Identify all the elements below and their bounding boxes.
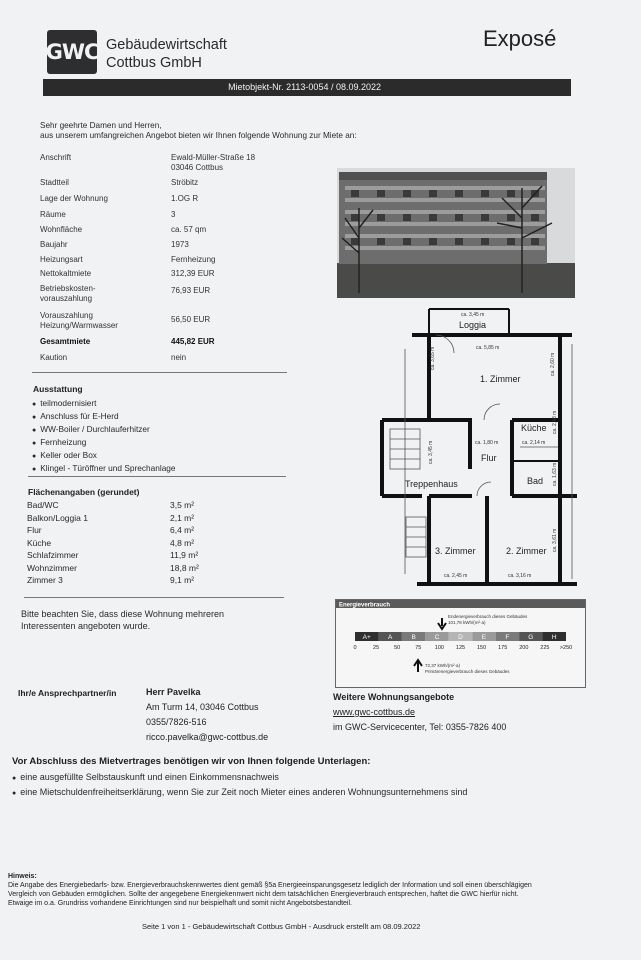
dim-label: ca. 1,63 m <box>552 462 558 486</box>
room-flur: Flur <box>481 453 497 463</box>
fact-label: Anschrift <box>40 153 72 162</box>
divider <box>32 372 287 373</box>
hint-label: Hinweis: <box>8 873 37 880</box>
contact-email[interactable]: ricco.pavelka@gwc-cottbus.de <box>146 732 269 742</box>
energy-class-label: A+ <box>362 634 371 641</box>
fact-label: Kaution <box>40 353 68 362</box>
energy-scale <box>336 600 585 687</box>
dim-label: ca. 2,48 m <box>552 410 558 434</box>
room-loggia: Loggia <box>459 320 487 330</box>
dim-label: ca. 3,45 m <box>461 312 485 318</box>
energy-scale-tick: 100 <box>434 645 444 651</box>
fact-value-2: 03046 Cottbus <box>171 163 224 172</box>
floor-plan <box>372 304 584 590</box>
area-value: 3,5 m² <box>170 500 195 510</box>
apartment-facts <box>40 153 330 368</box>
dim-label: ca. 5,85 m <box>476 345 500 351</box>
equipment-item: ● Anschluss für E-Herd <box>32 411 176 424</box>
hint-line: Vergleich von Gebäuden ermöglichen. Sollte der angegebene Energiekennwert nicht dem tatsächlichen Energieverbrauch entsprechen, haftet die GWC hierfür nicht. <box>8 891 519 898</box>
energy-scale-tick: 200 <box>519 645 529 651</box>
servicecenter-line: im GWC-Servicecenter, Tel: 0355-7826 400 <box>333 722 507 732</box>
hint-line: Etwaige im o.a. Grundriss vorhandene Einrichtungen sind nur beispielhaft und somit nicht Angebotsbestandteil. <box>8 900 352 907</box>
energy-scale-tick: 25 <box>373 645 380 651</box>
intro-text <box>40 121 357 141</box>
area-label: Balkon/Loggia 1 <box>27 513 88 523</box>
dim-label: ca. 3,65 m <box>430 346 436 370</box>
area-row <box>27 538 227 548</box>
more-offers-title: Weitere Wohnungsangebote <box>333 692 455 702</box>
offer-sentence: aus unserem umfangreichen Angebot bieten wir Ihnen folgende Wohnung zur Miete an: <box>40 131 357 140</box>
contact-name: Herr Pavelka <box>146 687 201 697</box>
dim-label: ca. 3,16 m <box>508 573 532 579</box>
energy-scale-tick: 75 <box>415 645 422 651</box>
area-row <box>27 563 227 573</box>
energy-class-label: G <box>528 634 534 641</box>
equipment-item: ● Klingel - Türöffner und Sprechanlage <box>32 463 176 476</box>
website-link[interactable]: www.gwc-cottbus.de <box>333 707 416 717</box>
object-reference-bar: Mietobjekt-Nr. 2113-0054 / 08.09.2022 <box>43 79 571 96</box>
contact-phone: 0355/7826-516 <box>146 717 207 727</box>
area-row <box>27 525 227 535</box>
energy-scale-tick: 125 <box>455 645 466 651</box>
dim-label: ca. 2,60 m <box>550 352 556 376</box>
area-row <box>27 550 227 560</box>
note-line: Bitte beachten Sie, dass diese Wohnung mehreren <box>21 609 224 619</box>
fact-value: nein <box>171 353 187 362</box>
area-value: 6,4 m² <box>170 525 195 535</box>
more-offers-block <box>333 690 506 735</box>
energy-scale-tick: 0 <box>353 645 357 651</box>
areas-list <box>27 500 247 590</box>
room-treppenhaus: Treppenhaus <box>405 479 458 489</box>
documents-title: Vor Abschluss des Mietvertrages benötigen wir von Ihnen folgende Unterlagen: <box>12 756 371 767</box>
document-item: ● eine ausgefüllte Selbstauskunft und einen Einkommensnachweis <box>12 771 467 786</box>
energy-title: Energieverbrauch <box>339 602 391 609</box>
fact-value: 445,82 EUR <box>171 337 215 346</box>
divider <box>24 597 284 598</box>
interest-note <box>21 608 224 632</box>
fact-value: 312,39 EUR <box>171 269 215 278</box>
equipment-item: ● Fernheizung <box>32 437 176 450</box>
company-line2: Cottbus GmbH <box>106 55 202 71</box>
room-zimmer1: 1. Zimmer <box>480 374 521 384</box>
energy-class-label: A <box>387 634 393 641</box>
fact-value: Fernheizung <box>171 255 216 264</box>
document-title: Exposé <box>483 26 557 51</box>
company-line1: Gebäudewirtschaft <box>106 37 227 53</box>
fact-value: 1973 <box>171 240 189 249</box>
area-label: Küche <box>27 538 52 548</box>
room-kueche: Küche <box>521 423 547 433</box>
hint-line: Die Angabe des Energiebedarfs- bzw. Energieverbrauchskennwertes dient gemäß §5a Energieeinsparungsgesetz lediglich der Information und soll einen überschlägigen <box>8 882 532 889</box>
room-bad: Bad <box>527 476 544 486</box>
contact-address: Am Turm 14, 03046 Cottbus <box>146 702 259 712</box>
building-photo <box>337 168 575 298</box>
documents-list <box>12 771 467 800</box>
fact-label: Stadtteil <box>40 178 69 187</box>
equipment-title: Ausstattung <box>33 384 83 394</box>
fact-label: Baujahr <box>40 240 68 249</box>
energy-scale-tick: 225 <box>540 645 550 651</box>
divider <box>28 476 286 477</box>
fact-label: Lage der Wohnung <box>40 194 108 203</box>
contact-block <box>146 685 268 745</box>
areas-title: Flächenangaben (gerundet) <box>28 487 140 497</box>
fact-label: Vorauszahlung <box>40 311 93 320</box>
area-label: Zimmer 3 <box>27 575 63 585</box>
fact-label: Wohnfläche <box>40 225 83 234</box>
energy-certificate <box>335 599 586 688</box>
dim-label: ca. 2,45 m <box>444 573 468 579</box>
area-label: Schlafzimmer <box>27 550 79 560</box>
contact-label: Ihr/e Ansprechpartner/in <box>18 688 117 698</box>
area-value: 11,9 m² <box>170 550 199 560</box>
energy-top-label: Endenergieverbrauch dieses Gebäudes <box>448 614 528 619</box>
fact-value: 1.OG R <box>171 194 199 203</box>
energy-class-label: F <box>505 634 510 641</box>
dim-label: ca. 3,61 m <box>552 528 558 552</box>
area-value: 9,1 m² <box>170 575 195 585</box>
fact-value: Ewald-Müller-Straße 18 <box>171 153 256 162</box>
fact-value: ca. 57 qm <box>171 225 207 234</box>
energy-class-label: H <box>551 634 557 641</box>
fact-label: Heizungsart <box>40 255 83 264</box>
energy-class-label: C <box>434 634 440 641</box>
area-label: Wohnzimmer <box>27 563 77 573</box>
area-value: 2,1 m² <box>170 513 195 523</box>
area-label: Flur <box>27 525 42 535</box>
area-label: Bad/WC <box>27 500 59 510</box>
area-row <box>27 500 227 510</box>
fact-value: Ströbitz <box>171 178 199 187</box>
fact-value: 56,50 EUR <box>171 315 211 324</box>
equipment-item: ● Keller oder Box <box>32 450 176 463</box>
fact-label-2: vorauszahlung <box>40 294 93 303</box>
fact-label: Nettokaltmiete <box>40 269 92 278</box>
energy-bottom-value: 72,37 kWh/(m²·a) <box>425 663 461 668</box>
footer-hint <box>8 872 633 908</box>
energy-scale-tick: 150 <box>477 645 487 651</box>
area-value: 18,8 m² <box>170 563 199 573</box>
fact-label-2: Heizung/Warmwasser <box>40 321 118 330</box>
energy-bottom-arrow <box>414 660 422 672</box>
document-item: ● eine Mietschuldenfreiheitserklärung, wenn Sie zur Zeit noch Mieter eines anderen Wohnungsunternehmens sind <box>12 786 467 801</box>
area-row <box>27 575 227 585</box>
energy-bottom-label: Primärenergieverbrauch dieses Gebäudes <box>425 669 510 674</box>
equipment-item: ● WW-Boiler / Durchlauferhitzer <box>32 424 176 437</box>
fact-label: Gesamtmiete <box>40 337 91 346</box>
room-zimmer2: 2. Zimmer <box>506 546 547 556</box>
energy-class-label: B <box>411 634 416 641</box>
energy-top-value: 101,78 kWh/(m²·a) <box>448 620 486 625</box>
energy-class-label: E <box>481 634 487 641</box>
energy-scale-tick: 175 <box>498 645 508 651</box>
energy-class-label: D <box>458 634 463 641</box>
area-row <box>27 513 227 523</box>
company-name <box>106 36 227 72</box>
dim-label: ca. 2,14 m <box>522 440 546 446</box>
greeting: Sehr geehrte Damen und Herren, <box>40 121 162 130</box>
room-zimmer3: 3. Zimmer <box>435 546 476 556</box>
gwc-logo: GWC <box>47 30 97 74</box>
energy-scale-tick: >250 <box>559 645 573 651</box>
equipment-list <box>32 398 176 475</box>
page-footer: Seite 1 von 1 - Gebäudewirtschaft Cottbus GmbH - Ausdruck erstellt am 08.09.2022 <box>142 922 421 931</box>
energy-top-arrow <box>438 618 446 629</box>
energy-scale-tick: 50 <box>394 645 401 651</box>
fact-value: 3 <box>171 210 176 219</box>
dim-label: ca. 1,80 m <box>475 440 499 446</box>
note-line: Interessenten angeboten wurde. <box>21 621 151 631</box>
fact-label: Räume <box>40 210 66 219</box>
equipment-item: ● teilmodernisiert <box>32 398 176 411</box>
fact-value: 76,93 EUR <box>171 286 211 295</box>
dim-label: ca. 3,45 m <box>428 440 434 464</box>
area-value: 4,8 m² <box>170 538 195 548</box>
fact-label: Betriebskosten- <box>40 284 96 293</box>
